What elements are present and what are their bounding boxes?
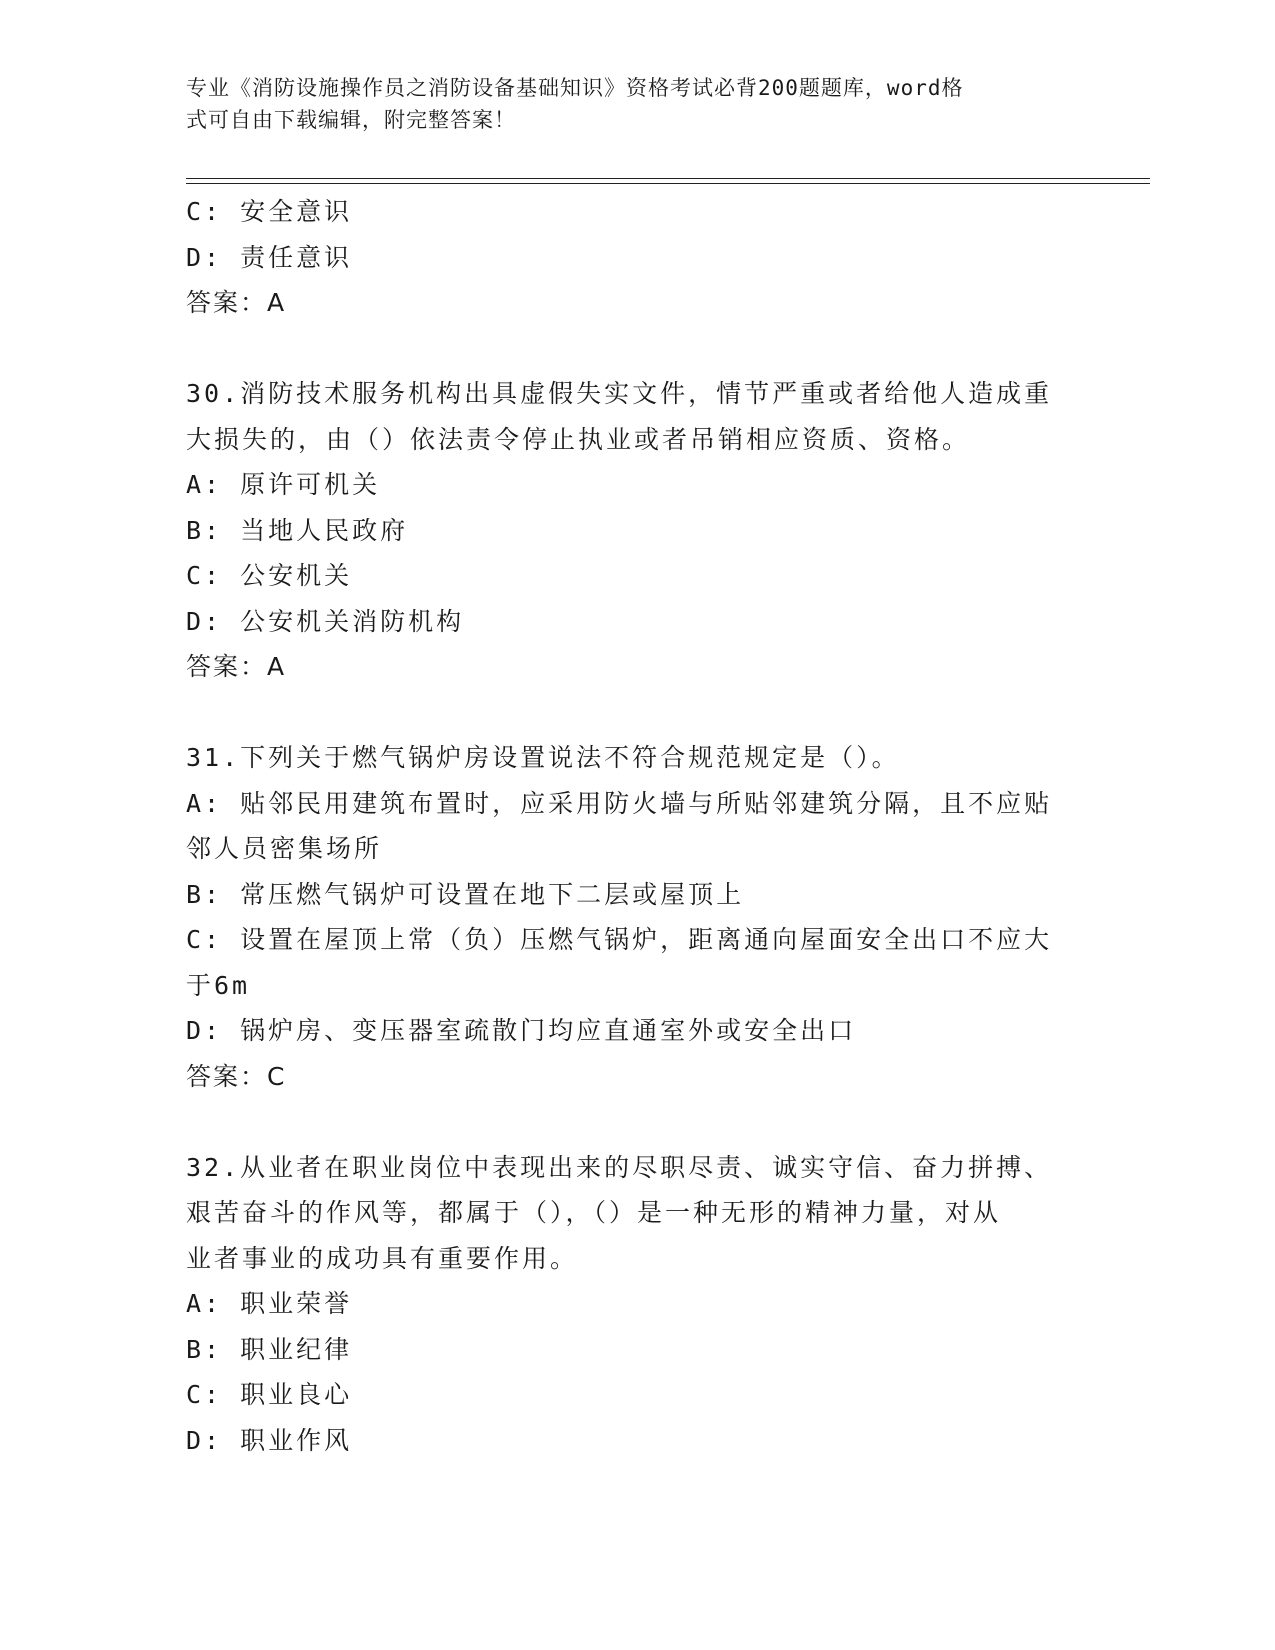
option-d: D: 锅炉房、变压器室疏散门均应直通室外或安全出口 [186, 1016, 857, 1045]
header-title-line-2: 式可自由下载编辑，附完整答案！ [186, 108, 516, 132]
question-stem-line-2: 艰苦奋斗的作风等，都属于（），（）是一种无形的精神力量，对从 [186, 1198, 1002, 1227]
question-stem: 31.下列关于燃气锅炉房设置说法不符合规范规定是（）。 [186, 743, 900, 772]
option-a: A: 原许可机关 [186, 470, 381, 499]
spacer [186, 326, 1086, 372]
question-stem-line-1: 32.从业者在职业岗位中表现出来的尽职尽责、诚实守信、奋力拼搏、 [186, 1152, 1053, 1182]
question-list [186, 189, 1086, 1463]
option-c-line-1: C: 设置在屋顶上常（负）压燃气锅炉，距离通向屋面安全出口不应大 [186, 925, 1053, 954]
option-a-line-2: 邻人员密集场所 [186, 834, 383, 863]
question-stem-line-2: 大损失的，由（）依法责令停止执业或者吊销相应资质、资格。 [186, 424, 971, 454]
answer-line: 答案：C [186, 1061, 287, 1091]
answer-line: 答案：A [186, 288, 287, 317]
header-title-line-1: 专业《消防设施操作员之消防设备基础知识》资格考试必背200题题库，word格 [186, 76, 964, 100]
question-29-continued [186, 189, 1086, 326]
option-d: D: 责任意识 [186, 242, 353, 272]
option-c: C: 公安机关 [186, 561, 353, 590]
question-30 [186, 371, 1086, 690]
question-31 [186, 735, 1086, 1099]
option-b: B: 常压燃气锅炉可设置在地下二层或屋顶上 [186, 879, 745, 909]
question-stem-line-1: 30.消防技术服务机构出具虚假失实文件，情节严重或者给他人造成重 [186, 379, 1053, 408]
question-32 [186, 1145, 1086, 1464]
document-header [186, 72, 1066, 136]
header-divider-top [186, 178, 1150, 179]
option-c: C: 安全意识 [186, 197, 353, 226]
option-b: B: 当地人民政府 [186, 515, 409, 545]
option-d: D: 公安机关消防机构 [186, 606, 465, 636]
option-c: C: 职业良心 [186, 1380, 353, 1409]
option-c-line-2: 于6m [186, 970, 251, 1000]
option-a: A: 职业荣誉 [186, 1289, 353, 1318]
option-b: B: 职业纪律 [186, 1334, 353, 1364]
answer-line: 答案：A [186, 652, 287, 681]
spacer [186, 1099, 1086, 1145]
spacer [186, 690, 1086, 736]
header-divider-bottom [186, 183, 1150, 184]
option-a-line-1: A: 贴邻民用建筑布置时，应采用防火墙与所贴邻建筑分隔，且不应贴 [186, 788, 1053, 818]
option-d: D: 职业作风 [186, 1425, 353, 1455]
question-stem-line-3: 业者事业的成功具有重要作用。 [186, 1243, 579, 1273]
